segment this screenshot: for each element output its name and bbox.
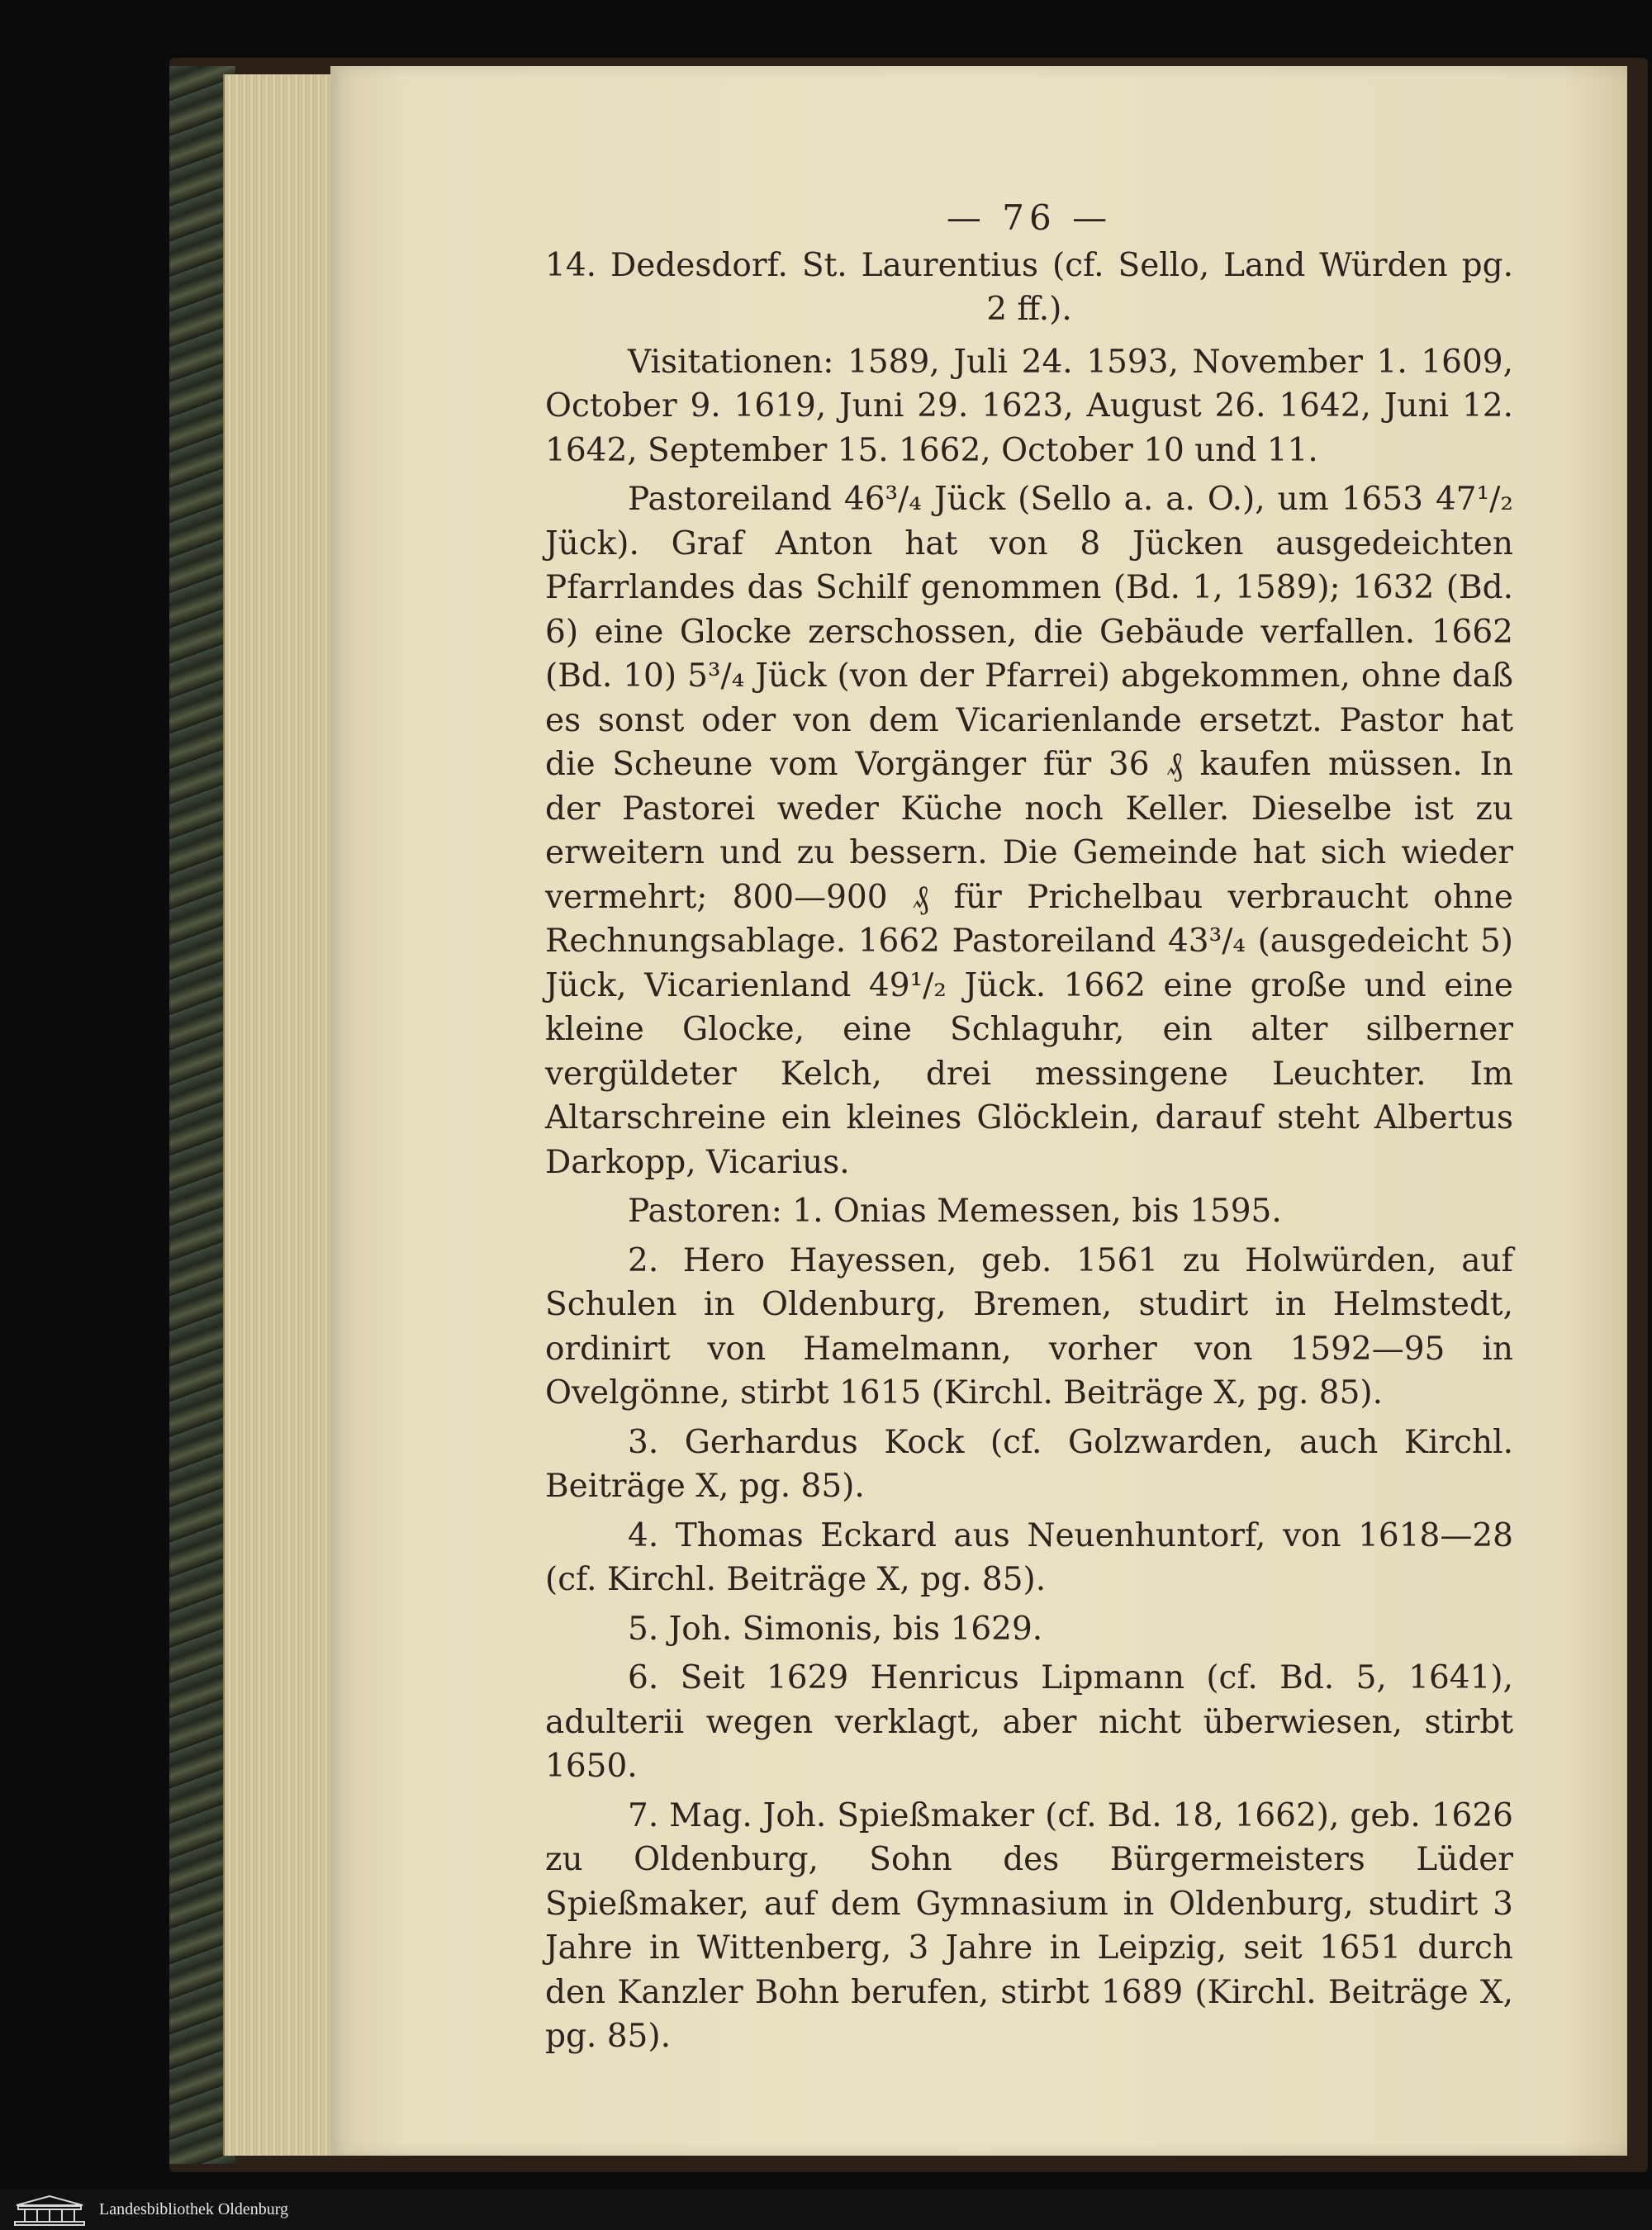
paragraph-pastoreiland: Pastoreiland 46³/₄ Jück (Sello a. a. O.), um 1653 47¹/₂ Jück). Graf Anton hat von 8 Jücken ausgedeichten Pfarrlandes das Schilf genommen (Bd. 1, 1589); 1632 (Bd. 6) eine Glocke zerschossen, die Gebäude verfallen. 1662 (Bd. 10) 5³/₄ Jück (von der Pfarrei) abgekommen, ohne daß es sonst oder von dem Vicarienlande ersetzt. Pastor hat die Scheune vom Vorgänger für 36 ₰ kaufen müssen. In der Pastorei weder Küche noch Keller. Dieselbe ist zu erweitern und zu bessern. Die Gemeinde hat sich wieder vermehrt; 800—900 ₰ für Prichelbau verbraucht ohne Rechnungsablage. 1662 Pastoreiland 43³/₄ (ausgedeicht 5) Jück, Vicarienland 49¹/₂ Jück. 1662 eine große und eine kleine Glocke, eine Schlaguhr, ein alter silberner vergüldeter Kelch, drei messingene Leuchter. Im Altarschreine ein kleines Glöcklein, darauf steht Albertus Darkopp, Vicarius. (545, 481, 1513, 1181)
paragraph-pastors-7: 7. Mag. Joh. Spießmaker (cf. Bd. 18, 1662), geb. 1626 zu Oldenburg, Sohn des Bürgermeisters Lüder Spießmaker, auf dem Gymnasium in Oldenburg, studirt 3 Jahre in Wittenberg, 3 Jahre in Leipzig, seit 1651 durch den Kanzler Bohn berufen, stirbt 1689 (Kirchl. Beiträge X, pg. 85). (545, 1796, 1513, 2055)
paragraph-pastors-6: 6. Seit 1629 Henricus Lipmann (cf. Bd. 5, 1641), adulterii wegen verklagt, aber nicht überwiesen, stirbt 1650. (545, 1659, 1513, 1785)
paragraph-pastors-2: 2. Hero Hayessen, geb. 1561 zu Holwürden, auf Schulen in Oldenburg, Bremen, studirt in Helmstedt, ordinirt von Hamelmann, vorher von 1592—95 in Ovelgönne, stirbt 1615 (Kirchl. Beiträge X, pg. 85). (545, 1241, 1513, 1412)
page-content (545, 196, 1513, 2064)
footer-bar (0, 2190, 1652, 2230)
paragraph-visitations: Visitationen: 1589, Juli 24. 1593, November 1. 1609, October 9. 1619, Juni 29. 1623, August 26. 1642, Juni 12. 1642, September 15. 1662, October 10 und 11. (545, 343, 1513, 469)
paragraph-pastors-5: 5. Joh. Simonis, bis 1629. (628, 1610, 1043, 1648)
page-stack-edge (223, 74, 332, 2156)
book-page (330, 66, 1627, 2156)
library-building-icon (8, 2194, 91, 2227)
paragraph-pastors-4: 4. Thomas Eckard aus Neuenhuntorf, von 1618—28 (cf. Kirchl. Beiträge X, pg. 85). (545, 1516, 1513, 1598)
paragraph-pastors-3: 3. Gerhardus Kock (cf. Golzwarden, auch Kirchl. Beiträge X, pg. 85). (545, 1423, 1513, 1505)
library-name: Landesbibliothek Oldenburg (99, 2200, 289, 2218)
paragraph-pastors-1: Pastoren: 1. Onias Memessen, bis 1595. (628, 1193, 1282, 1230)
section-heading: 14. Dedesdorf. St. Laurentius (cf. Sello, Land Würden pg. 2 ff.). (545, 246, 1513, 328)
page-number: — 76 — (946, 197, 1113, 238)
